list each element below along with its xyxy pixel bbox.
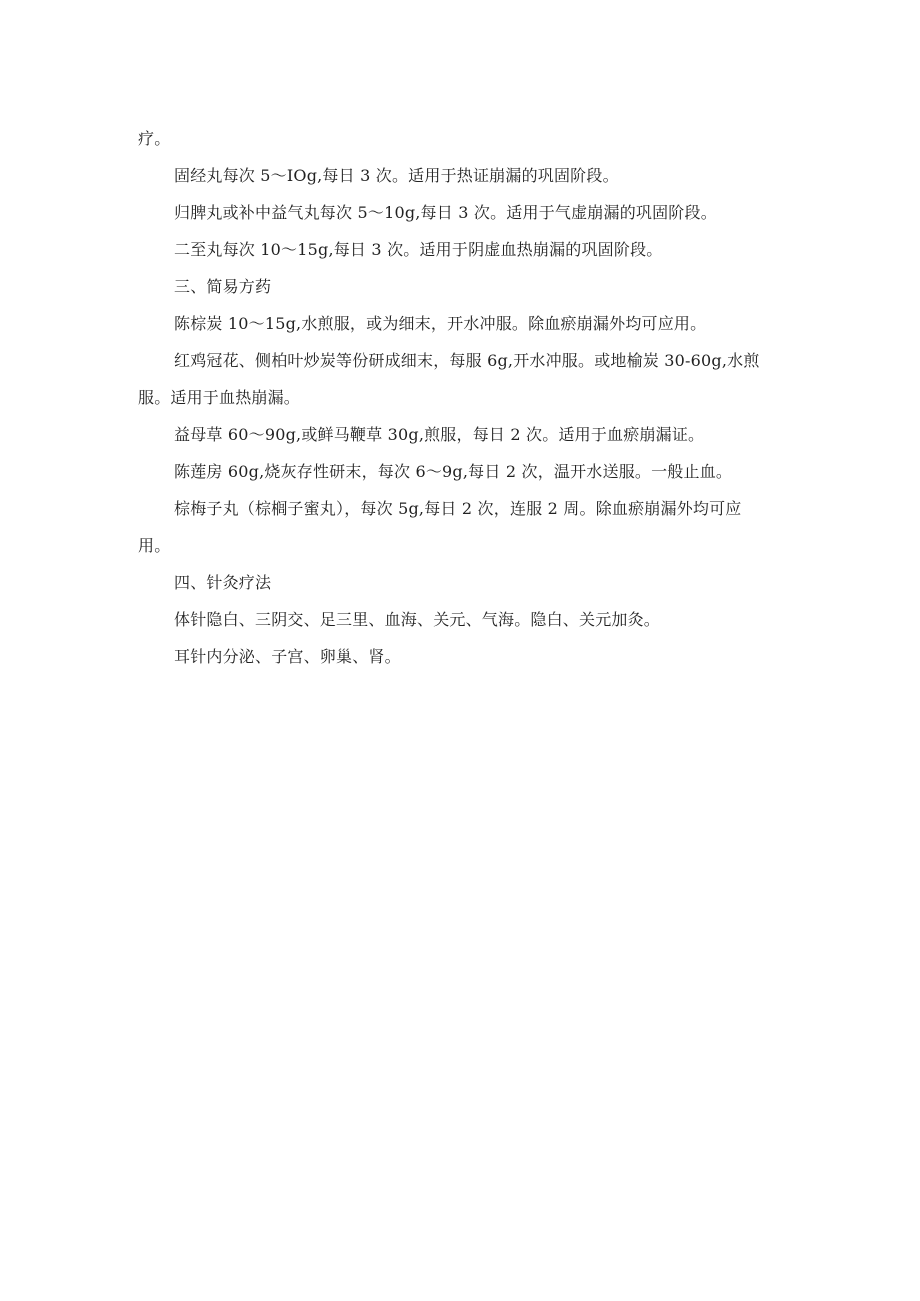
- paragraph-gujing-pill: 固经丸每次 5～IOg,每日 3 次。适用于热证崩漏的巩固阶段。: [174, 166, 619, 185]
- paragraph-erzhi-pill: 二至丸每次 10～15g,每日 3 次。适用于阴虚血热崩漏的巩固阶段。: [174, 240, 663, 259]
- paragraph-guipi-pill: 归脾丸或补中益气丸每次 5～10g,每日 3 次。适用于气虚崩漏的巩固阶段。: [174, 203, 717, 222]
- paragraph-jiguanhua-line1: 红鸡冠花、侧柏叶炒炭等份研成细末，每服 6g,开水冲服。或地榆炭 30-60g,水煎: [174, 351, 760, 370]
- paragraph-chenlianfang: 陈莲房 60g,烧灰存性研末，每次 6～9g,每日 2 次，温开水送服。一般止血。: [174, 462, 733, 481]
- paragraph-jiguanhua-line2: 服。适用于血热崩漏。: [138, 388, 301, 407]
- paragraph-ear-acupuncture: 耳针内分泌、子宫、卵巢、肾。: [174, 647, 401, 666]
- paragraph-zongmeizi-line1: 棕梅子丸（棕榈子蜜丸），每次 5g,每日 2 次，连服 2 周。除血瘀崩漏外均可应: [174, 499, 742, 518]
- paragraph-body-acupuncture: 体针隐白、三阴交、足三里、血海、关元、气海。隐白、关元加灸。: [174, 610, 661, 629]
- document-body: [138, 120, 778, 675]
- section-heading-acupuncture: 四、针灸疗法: [174, 573, 272, 592]
- section-heading-simple-remedies: 三、简易方药: [174, 277, 272, 296]
- paragraph-yimucao: 益母草 60～90g,或鲜马鞭草 30g,煎服，每日 2 次。适用于血瘀崩漏证。: [174, 425, 705, 444]
- paragraph-zongmeizi-line2: 用。: [138, 536, 171, 555]
- paragraph-continuation: 疗。: [138, 129, 171, 148]
- paragraph-chenzong-tan: 陈棕炭 10～15g,水煎服，或为细末，开水冲服。除血瘀崩漏外均可应用。: [174, 314, 707, 333]
